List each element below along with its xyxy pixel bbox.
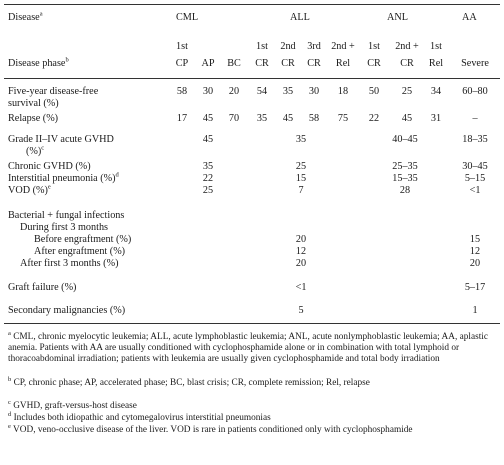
- gvhd-chronic-cml: 35: [202, 161, 214, 172]
- five-year-cml-cp: 58: [176, 86, 188, 97]
- disease-header-sup: a: [39, 10, 43, 18]
- phase-anl-rel: Rel: [428, 58, 444, 69]
- vod-cml: 25: [202, 185, 214, 196]
- phase-top-cml-cp: 1st: [176, 41, 188, 52]
- vod-label-text: VOD (%): [8, 185, 48, 196]
- infections-after3-label: After first 3 months (%): [20, 258, 119, 269]
- footnote-b-text: CP, chronic phase; AP, accelerated phase; BC, blast crisis; CR, complete remission; Rel, relapse: [13, 378, 370, 388]
- vod-anl: 28: [399, 185, 411, 196]
- gvhd-chronic-label: Chronic GVHD (%): [8, 161, 91, 172]
- footnote-a-mark: a: [8, 329, 11, 337]
- relapse-label: Relapse (%): [8, 113, 59, 124]
- infections-before-all: 20: [295, 234, 307, 245]
- gvhd-acute-all: 35: [295, 134, 307, 145]
- graft-failure-label: Graft failure (%): [8, 282, 77, 293]
- relapse-cml-ap: 45: [202, 113, 214, 124]
- footnote-c: [8, 398, 498, 412]
- phase-top-anl-2cr: 2nd +: [395, 41, 419, 52]
- phase-cml-bc: BC: [227, 58, 241, 69]
- relapse-all-1cr: 35: [256, 113, 268, 124]
- phase-anl-1cr: CR: [367, 58, 381, 69]
- table-bottom-rule: [4, 323, 500, 324]
- phase-header-sup: b: [65, 56, 69, 64]
- malignancies-label: Secondary malignancies (%): [8, 305, 126, 316]
- relapse-cml-bc: 70: [228, 113, 240, 124]
- pneumonia-anl: 15–35: [392, 173, 418, 184]
- phase-header: [8, 58, 69, 70]
- infections-after-all: 12: [295, 246, 307, 257]
- footnote-b: [8, 375, 498, 389]
- footnote-e-text: VOD, veno-occlusive disease of the liver. VOD is rare in patients conditioned only with cyclophosphamide: [13, 425, 413, 435]
- gvhd-chronic-all: 25: [295, 161, 307, 172]
- pneumonia-label-text: Interstitial pneumonia (%): [8, 173, 116, 184]
- five-year-cml-ap: 30: [202, 86, 214, 97]
- graft-failure-aa: 5–17: [464, 282, 486, 293]
- phase-aa-severe: Severe: [461, 58, 489, 69]
- phase-header-label: Disease phase: [8, 58, 66, 69]
- footnote-a: [8, 329, 498, 366]
- vod-all: 7: [298, 185, 304, 196]
- relapse-anl-rel: 31: [430, 113, 442, 124]
- infections-after3-aa: 20: [469, 258, 481, 269]
- relapse-all-rel: 75: [337, 113, 349, 124]
- vod-aa: <1: [469, 185, 481, 196]
- group-all: ALL: [290, 12, 310, 23]
- five-year-anl-2cr: 25: [401, 86, 413, 97]
- pneumonia-all: 15: [295, 173, 307, 184]
- gvhd-acute-label-2-text: (%): [26, 146, 42, 157]
- gvhd-acute-anl: 40–45: [392, 134, 418, 145]
- infections-sub1: During first 3 months: [20, 222, 109, 233]
- phase-all-1cr: CR: [255, 58, 269, 69]
- malignancies-all: 5: [298, 305, 304, 316]
- phase-top-anl-1cr: 1st: [368, 41, 380, 52]
- phase-all-3cr: CR: [307, 58, 321, 69]
- disease-header: [8, 12, 43, 24]
- footnote-e: [8, 422, 498, 436]
- relapse-aa-severe: –: [472, 113, 478, 124]
- gvhd-chronic-aa: 30–45: [462, 161, 488, 172]
- gvhd-acute-cml: 45: [202, 134, 214, 145]
- five-year-label-2: survival (%): [8, 98, 59, 109]
- phase-top-all-1cr: 1st: [256, 41, 268, 52]
- vod-label: [8, 185, 51, 197]
- group-aa: AA: [462, 12, 477, 23]
- five-year-aa-severe: 60–80: [462, 86, 488, 97]
- footnote-e-mark: e: [8, 422, 11, 430]
- top-rule: [4, 4, 500, 5]
- phase-anl-2cr: CR: [400, 58, 414, 69]
- disease-header-label: Disease: [8, 12, 40, 23]
- group-cml: CML: [176, 12, 199, 23]
- malignancies-aa: 1: [472, 305, 478, 316]
- five-year-all-2cr: 35: [282, 86, 294, 97]
- pneumonia-aa: 5–15: [464, 173, 486, 184]
- relapse-cml-cp: 17: [176, 113, 188, 124]
- infections-after-aa: 12: [469, 246, 481, 257]
- relapse-anl-2cr: 45: [401, 113, 413, 124]
- five-year-label-1: Five-year disease-free: [8, 86, 99, 97]
- five-year-anl-1cr: 50: [368, 86, 380, 97]
- infections-after3-all: 20: [295, 258, 307, 269]
- gvhd-acute-sup: c: [41, 144, 45, 152]
- footnote-c-mark: c: [8, 398, 11, 406]
- pneumonia-sup: d: [115, 171, 119, 179]
- phase-top-all-2cr: 2nd: [280, 41, 296, 52]
- footnote-d: [8, 410, 498, 424]
- footnote-c-text: GVHD, graft-versus-host disease: [13, 401, 137, 411]
- five-year-all-rel: 18: [337, 86, 349, 97]
- five-year-all-3cr: 30: [308, 86, 320, 97]
- infections-before-aa: 15: [469, 234, 481, 245]
- phase-all-rel: Rel: [335, 58, 351, 69]
- phase-cml-cp: CP: [175, 58, 189, 69]
- gvhd-acute-label-2: [26, 146, 44, 158]
- pneumonia-label: [8, 173, 119, 185]
- group-anl: ANL: [387, 12, 408, 23]
- phase-all-2cr: CR: [281, 58, 295, 69]
- vod-sup: e: [47, 183, 51, 191]
- infections-label: Bacterial + fungal infections: [8, 210, 125, 221]
- phase-top-all-3cr: 3rd: [307, 41, 321, 52]
- relapse-all-3cr: 58: [308, 113, 320, 124]
- footnote-d-text: Includes both idiopathic and cytomegalovirus interstitial pneumonias: [13, 413, 271, 423]
- graft-failure-all: <1: [295, 282, 307, 293]
- header-rule: [4, 78, 500, 79]
- gvhd-acute-aa: 18–35: [462, 134, 488, 145]
- pneumonia-cml: 22: [202, 173, 214, 184]
- infections-after-label: After engraftment (%): [34, 246, 126, 257]
- phase-top-anl-rel: 1st: [430, 41, 442, 52]
- five-year-all-1cr: 54: [256, 86, 268, 97]
- phase-top-all-rel: 2nd +: [331, 41, 355, 52]
- footnote-a-text: CML, chronic myelocytic leukemia; ALL, acute lymphoblastic leukemia; ANL, acute nonlymphoblastic leukemia; AA, aplastic anemia. Patients with AA are usually conditioned with cyclophosphamide alone or in combination with total lymphoid or thoracoabdominal irradiation; patients with leukemia are usually given cyclophosphamide and total body irradiation: [8, 332, 489, 365]
- gvhd-chronic-anl: 25–35: [392, 161, 418, 172]
- relapse-all-2cr: 45: [282, 113, 294, 124]
- footnote-b-mark: b: [8, 375, 12, 383]
- five-year-cml-bc: 20: [228, 86, 240, 97]
- five-year-anl-rel: 34: [430, 86, 442, 97]
- infections-before-label: Before engraftment (%): [34, 234, 132, 245]
- gvhd-acute-label-1: Grade II–IV acute GVHD: [8, 134, 114, 145]
- footnote-d-mark: d: [8, 410, 12, 418]
- relapse-anl-1cr: 22: [368, 113, 380, 124]
- phase-cml-ap: AP: [201, 58, 215, 69]
